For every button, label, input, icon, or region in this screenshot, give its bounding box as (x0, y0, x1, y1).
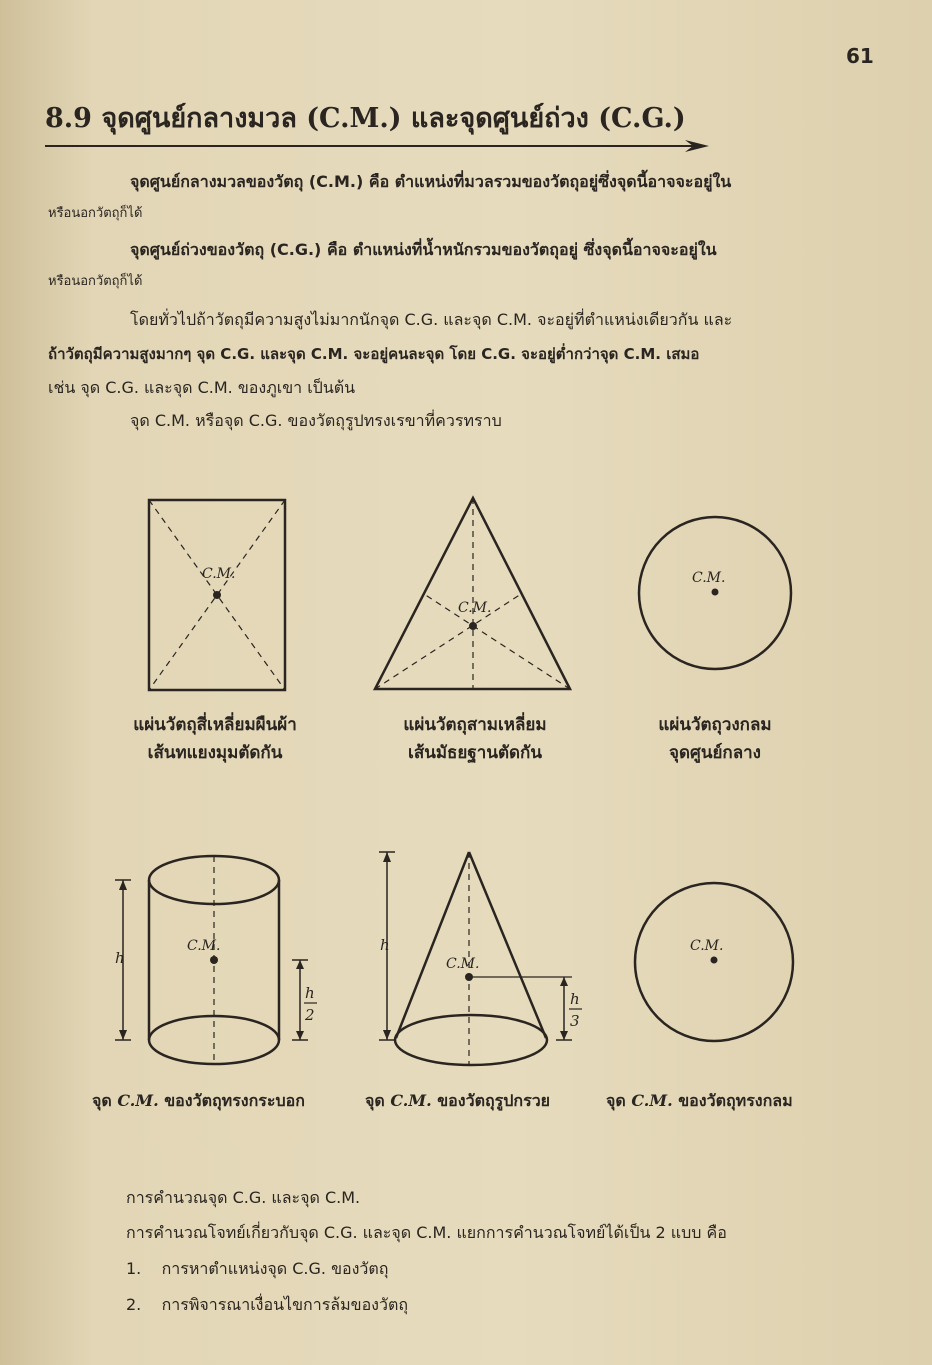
triangle-outline (375, 498, 570, 689)
arrowhead (296, 960, 304, 969)
cg-definition-line1: จุดศูนย์ถ่วงของวัตถุ (C.G.) คือ ตำแหน่งที่น้ำหนักรวมของวัตถุอยู่ ซึ่งจุดนี้อาจจะอยู่ใน (130, 240, 717, 259)
title-underline-arrow (45, 138, 715, 158)
caption-suffix: ของวัตถุทรงกระบอก (164, 1091, 305, 1110)
cone-side (469, 852, 546, 1038)
arrowhead (119, 1030, 127, 1040)
caption-line: เส้นทแยงมุมตัดกัน (147, 743, 283, 763)
caption-suffix: ของวัตถุทรงกลม (678, 1091, 793, 1110)
calc-heading: การคำนวณจุด C.G. และจุด C.M. (126, 1188, 361, 1207)
cm-definition-line1: จุดศูนย์กลางมวลของวัตถุ (C.M.) คือ ตำแหน่งที่มวลรวมของวัตถุอยู่ซึ่งจุดนี้อาจจะอยู่ใน (130, 172, 732, 191)
cm-label: C.M. (690, 938, 724, 954)
caption-cm: C.M. (631, 1091, 673, 1110)
arrowhead (296, 1031, 304, 1040)
shapes-intro: จุด C.M. หรือจุด C.G. ของวัตถุรูปทรงเรขาที่ควรทราบ (130, 411, 502, 430)
cone-base (395, 1015, 547, 1065)
sphere-figure (628, 876, 800, 1048)
cone-side (396, 852, 469, 1038)
calc-item-text: การหาตำแหน่งจุด C.G. ของวัตถุ (161, 1259, 389, 1278)
triangle-figure (370, 492, 576, 696)
cm-label: C.M. (187, 938, 221, 954)
center-of-mass-point (711, 957, 718, 964)
fraction-numerator: h (570, 990, 580, 1008)
caption-prefix: จุด (92, 1091, 112, 1110)
disc-caption (630, 711, 800, 767)
rectangle-caption (115, 711, 315, 767)
calc-item-number: 2. (126, 1295, 142, 1314)
caption-line: แผ่นวัตถุสี่เหลี่ยมผืนผ้า (133, 715, 297, 735)
caption-suffix: ของวัตถุรูปกรวย (437, 1091, 551, 1110)
center-of-mass-point (210, 956, 218, 964)
cone-caption (365, 1089, 550, 1114)
arrowhead (383, 1030, 391, 1040)
cg-definition-line2: หรือนอกวัตถุก็ได้ (48, 274, 143, 289)
arrowhead (560, 977, 568, 986)
caption-prefix: จุด (365, 1091, 385, 1110)
general-line2: ถ้าวัตถุมีความสูงมากๆ จุด C.G. และจุด C.M. จะอยู่คนละจุด โดย C.G. จะอยู่ต่ำกว่าจุด C.M. เสมอ (48, 345, 700, 363)
center-of-mass-point (469, 622, 477, 630)
caption-cm: C.M. (390, 1091, 432, 1110)
center-of-mass-point (712, 589, 719, 596)
caption-prefix: จุด (606, 1091, 626, 1110)
sphere-caption (606, 1089, 793, 1114)
fraction-numerator: h (305, 984, 315, 1002)
cm-label: C.M. (458, 600, 492, 616)
cm-label: C.M. (446, 956, 480, 972)
cylinder-caption (92, 1089, 305, 1114)
caption-cm: C.M. (117, 1091, 159, 1110)
triangle-median (424, 594, 570, 689)
cm-label: C.M. (692, 570, 726, 586)
section-title: 8.9 จุดศูนย์กลางมวล (C.M.) และจุดศูนย์ถ่วง (C.G.) (45, 103, 686, 134)
cm-label: C.M. (202, 566, 236, 582)
cm-definition-line2: หรือนอกวัตถุก็ได้ (48, 206, 143, 221)
arrowhead (119, 880, 127, 890)
caption-line: เส้นมัธยฐานตัดกัน (408, 743, 542, 763)
arrowhead (560, 1031, 568, 1040)
cone-figure (372, 848, 587, 1073)
caption-line: แผ่นวัตถุสามเหลี่ยม (403, 715, 547, 735)
fraction-denominator: 3 (570, 1012, 580, 1030)
cylinder-figure (105, 848, 330, 1073)
calc-item (126, 1295, 408, 1315)
caption-line: จุดศูนย์กลาง (669, 743, 761, 763)
calc-item-text: การพิจารณาเงื่อนไขการล้มของวัตถุ (161, 1295, 409, 1314)
calc-item (126, 1259, 389, 1279)
height-label: h (380, 936, 390, 954)
arrowhead (383, 852, 391, 862)
center-of-mass-point (213, 591, 221, 599)
height-label: h (115, 949, 125, 967)
general-line3: เช่น จุด C.G. และจุด C.M. ของภูเขา เป็นต้น (48, 378, 356, 397)
calc-item-number: 1. (126, 1259, 142, 1278)
page-number: 61 (846, 44, 874, 68)
fraction-denominator: 2 (305, 1006, 315, 1024)
triangle-caption (380, 711, 570, 767)
triangle-median (375, 594, 521, 689)
general-line1: โดยทั่วไปถ้าวัตถุมีความสูงไม่มากนักจุด C.G. และจุด C.M. จะอยู่ที่ตำแหน่งเดียวกัน และ (130, 310, 733, 329)
calc-intro: การคำนวณโจทย์เกี่ยวกับจุด C.G. และจุด C.M. แยกการคำนวณโจทย์ได้เป็น 2 แบบ คือ (126, 1223, 727, 1242)
disc-figure (632, 510, 798, 676)
rectangle-figure (140, 492, 300, 698)
caption-line: แผ่นวัตถุวงกลม (658, 715, 772, 735)
